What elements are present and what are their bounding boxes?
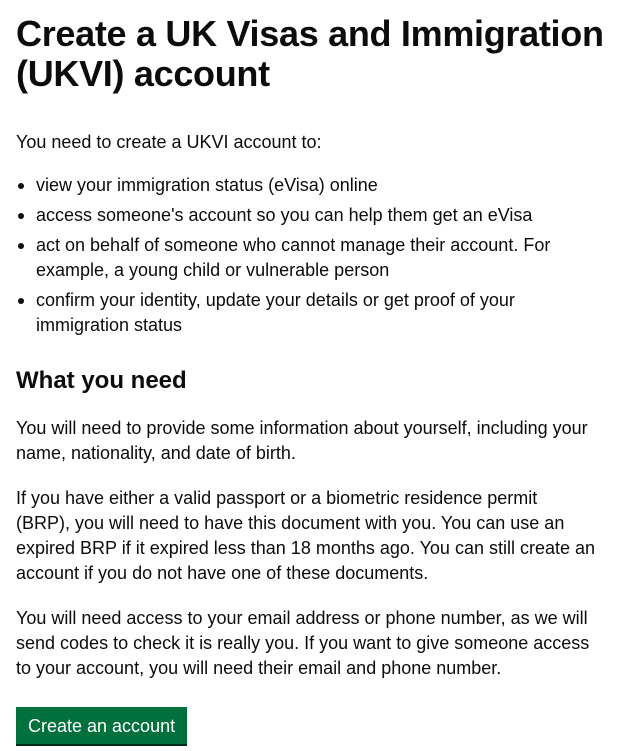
purpose-list — [16, 173, 620, 338]
create-account-button[interactable]: Create an account — [16, 707, 187, 744]
intro-text: You need to create a UKVI account to: — [16, 132, 322, 152]
list-item: access someone's account so you can help them get an eVisa — [16, 203, 576, 228]
list-item: act on behalf of someone who cannot manage their account. For example, a young child or vulnerable person — [16, 233, 576, 283]
list-item: confirm your identity, update your details or get proof of your immigration status — [16, 288, 576, 338]
list-item: view your immigration status (eVisa) online — [16, 173, 576, 198]
requirements-paragraph-personal-info: You will need to provide some information about yourself, including your name, nationality, and date of birth. — [16, 418, 588, 463]
requirements-paragraph-contact: You will need access to your email address or phone number, as we will send codes to check it is really you. If you want to give someone access to your account, you will need their email and phone number. — [16, 608, 590, 678]
section-heading-what-you-need: What you need — [16, 367, 187, 394]
requirements-paragraph-documents: If you have either a valid passport or a biometric residence permit (BRP), you will need to have this document with you. You can use an expired BRP if it expired less than 18 months ago. You can still create an account if you do not have one of these documents. — [16, 488, 596, 583]
page-title: Create a UK Visas and Immigration (UKVI) account — [16, 13, 604, 94]
